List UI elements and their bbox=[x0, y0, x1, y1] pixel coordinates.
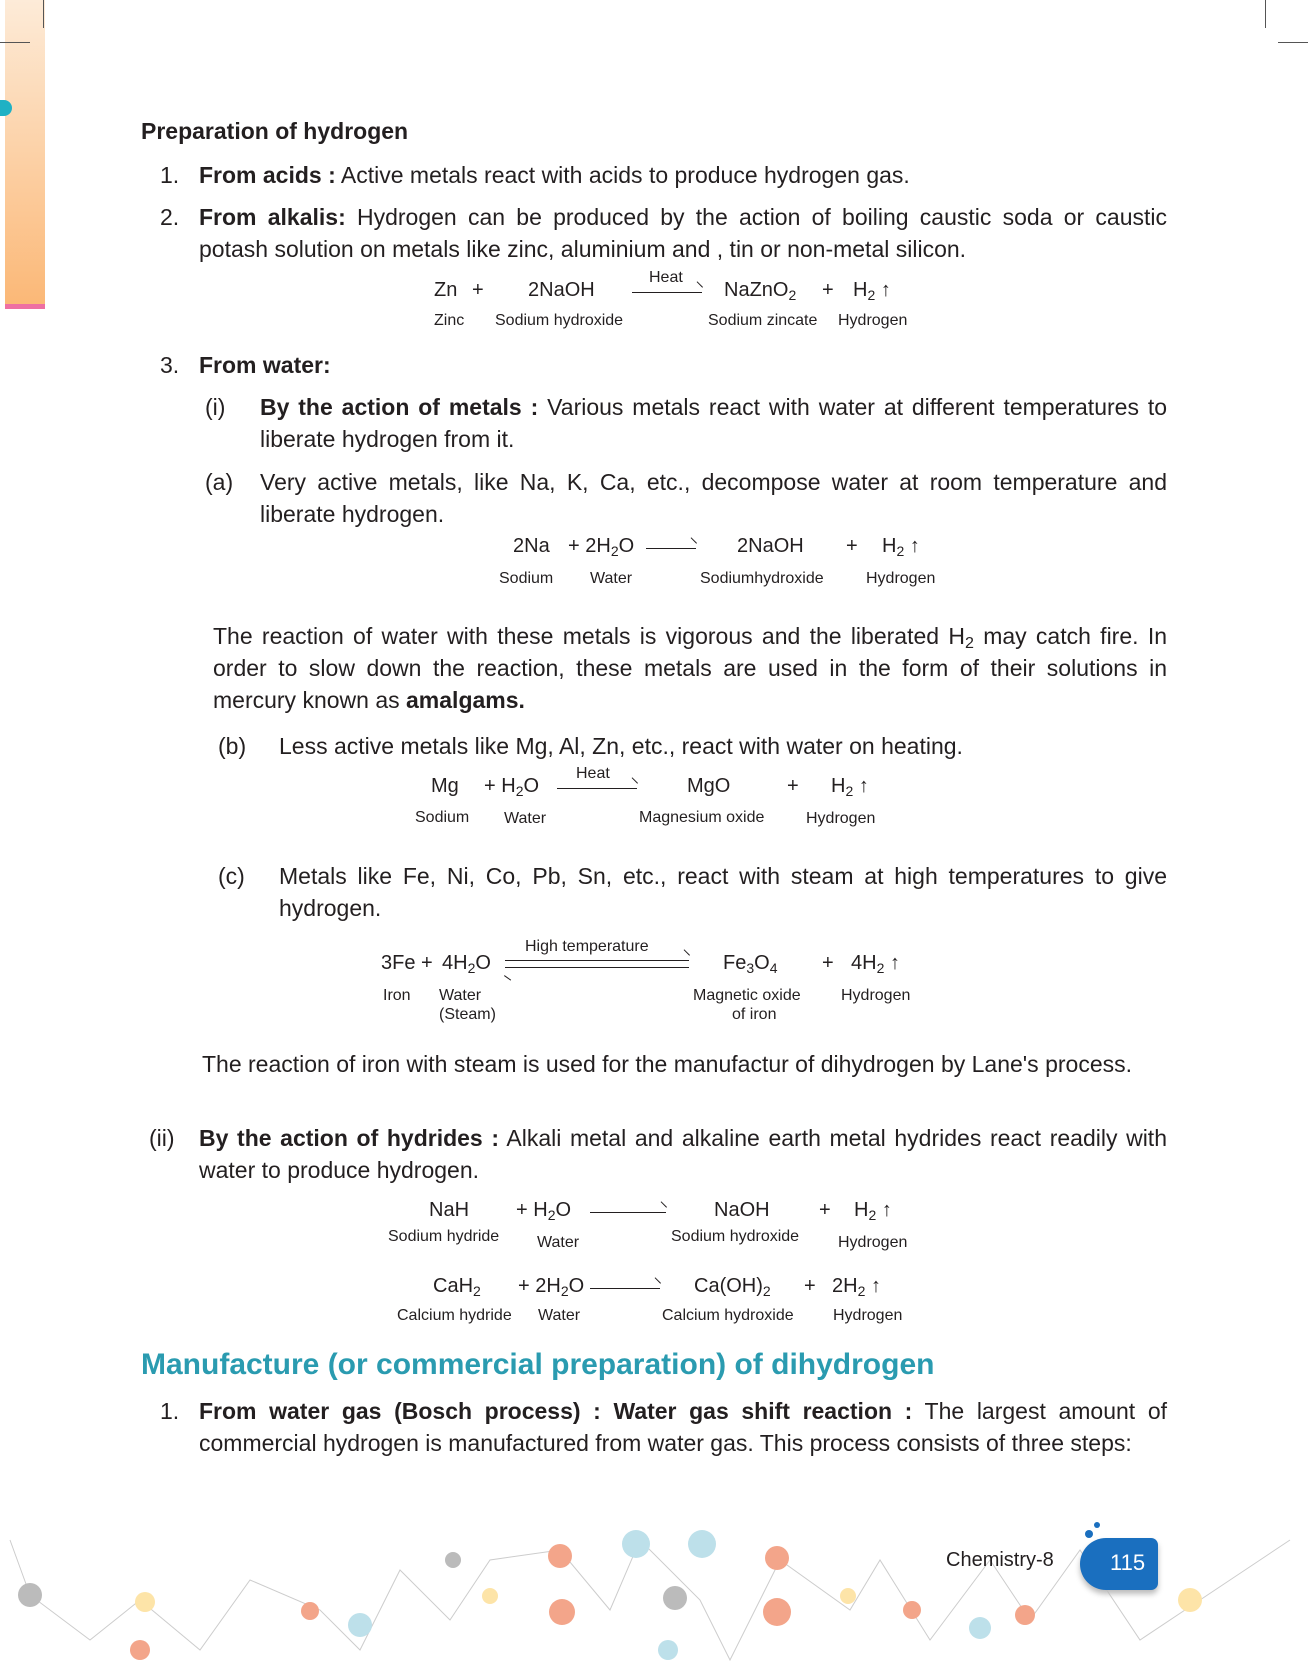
list-number: (b) bbox=[218, 733, 247, 759]
subitem-metals: By the action of metals : Various metals react with water at different temperatures to liberate hydrogen from it. bbox=[260, 394, 1168, 452]
list-number: 1. bbox=[160, 162, 180, 188]
list-number: (c) bbox=[218, 863, 245, 889]
list-item-water: From water: bbox=[199, 352, 331, 378]
list-item-water-gas: From water gas (Bosch process) : Water gas shift reaction : The largest amount of commercial hydrogen is manufactured from water gas. This process consists of three steps: bbox=[199, 1398, 1167, 1456]
subitem-hydrides: By the action of hydrides : Alkali metal and alkaline earth metal hydrides react readily with water to produce hydrogen. bbox=[199, 1125, 1167, 1183]
list-number: 2. bbox=[160, 204, 180, 230]
bubble-icon bbox=[1094, 1522, 1100, 1528]
amalgams-paragraph: The reaction of water with these metals is vigorous and the liberated $H_2$ may catch fire. In order to slow down the reaction, these metals are used in the form of their solutions in mercury known as amalgams. bbox=[213, 623, 1167, 713]
list-item-alkalis: From alkalis: Hydrogen can be produced by the action of boiling caustic soda or caustic potash solution on metals like zinc, aluminium and , tin or non-metal silicon. bbox=[199, 204, 1168, 262]
subitem-steam-metals: Metals like Fe, Ni, Co, Pb, Sn, etc., react with steam at high temperatures to give hydrogen. bbox=[279, 863, 1167, 921]
subitem-less-active: Less active metals like Mg, Al, Zn, etc., react with water on heating. bbox=[279, 733, 963, 759]
list-item-acids: From acids : Active metals react with acids to produce hydrogen gas. bbox=[199, 162, 910, 188]
arrow-icon bbox=[557, 788, 637, 789]
subitem-active-metals: Very active metals, like Na, K, Ca, etc., decompose water at room temperature and liberate hydrogen. bbox=[260, 469, 1167, 527]
crop-mark bbox=[0, 42, 30, 43]
page-number: 115 bbox=[1110, 1550, 1146, 1575]
side-decoration-bar bbox=[5, 0, 45, 304]
arrow-icon bbox=[590, 1288, 660, 1289]
crop-mark bbox=[1278, 42, 1308, 43]
side-decoration-stripe bbox=[5, 304, 45, 309]
crop-mark bbox=[1265, 0, 1266, 28]
book-title: Chemistry-8 bbox=[946, 1549, 1054, 1571]
list-number: (a) bbox=[205, 469, 234, 495]
section-title: Preparation of hydrogen bbox=[141, 118, 409, 144]
list-number: (i) bbox=[205, 394, 226, 420]
bubble-icon bbox=[1085, 1530, 1093, 1538]
list-number: (ii) bbox=[149, 1125, 175, 1151]
crop-mark bbox=[43, 0, 44, 28]
arrow-icon bbox=[632, 292, 702, 293]
page-number-badge bbox=[1080, 1538, 1158, 1590]
arrow-icon bbox=[646, 548, 696, 549]
arrow-icon bbox=[590, 1212, 666, 1213]
list-number: 1. bbox=[160, 1398, 180, 1424]
lanes-process-paragraph: The reaction of iron with steam is used for the manufactur of dihydrogen by Lane's process. bbox=[202, 1051, 1132, 1077]
list-number: 3. bbox=[160, 352, 180, 378]
reverse-arrow-icon bbox=[505, 967, 689, 968]
forward-arrow-icon bbox=[505, 960, 689, 961]
manufacture-heading: Manufacture (or commercial preparation) of dihydrogen bbox=[141, 1348, 935, 1381]
